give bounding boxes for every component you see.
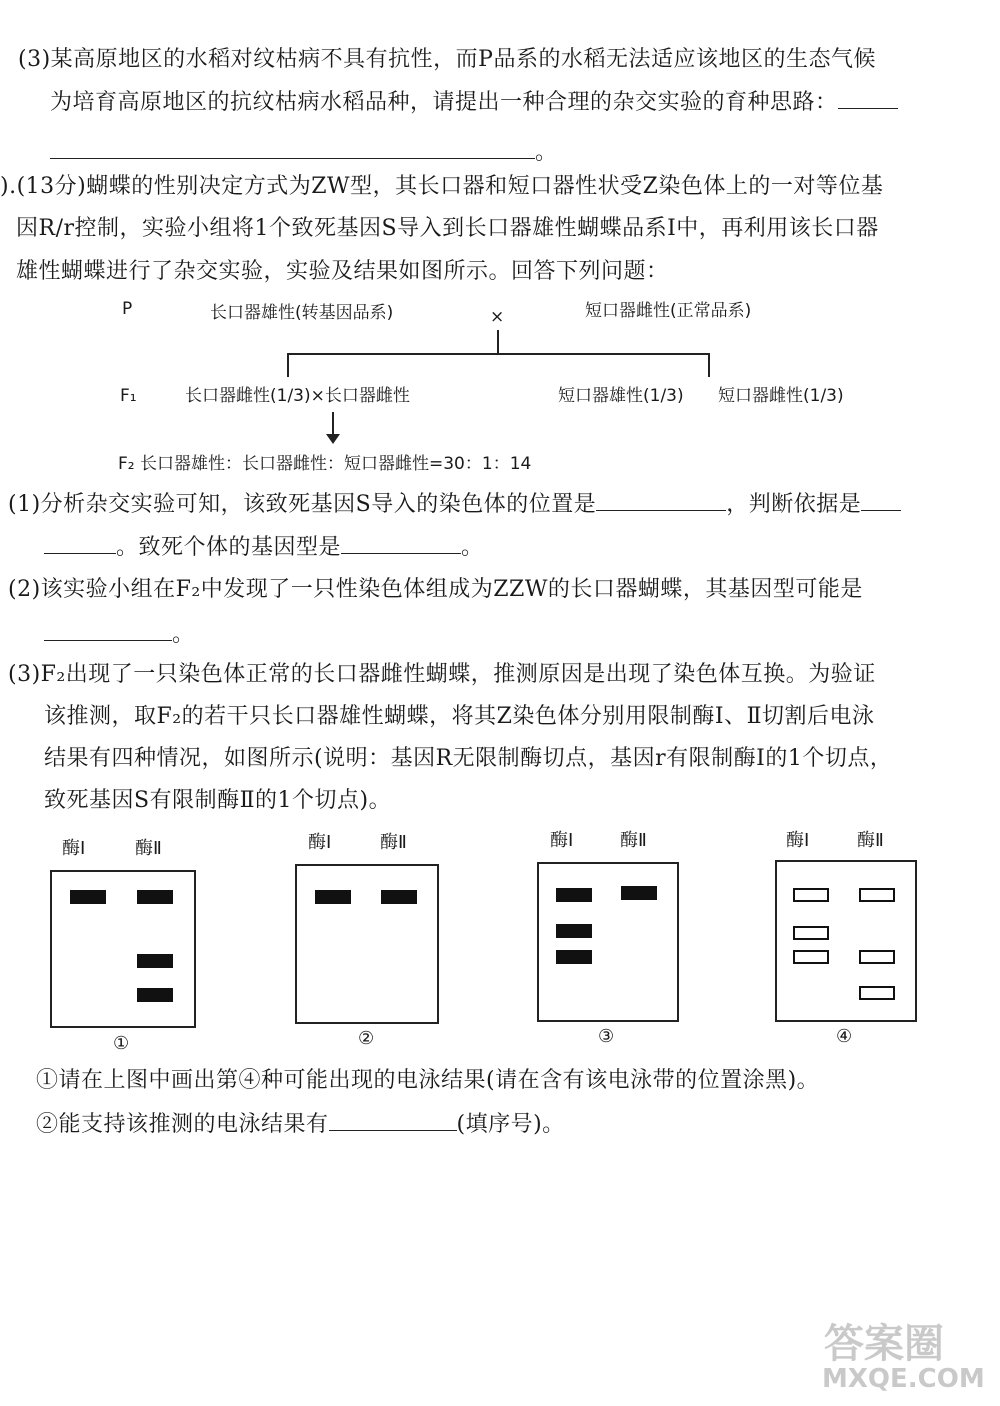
- f1-short-mouth-male: 短口器雄性(1/3): [558, 386, 684, 406]
- gel1-band: [137, 988, 173, 1002]
- sub2-line1: (2)该实验小组在F₂中发现了一只性染色体组成为ZZW的长口器蝴蝶，其基因型可能是: [8, 577, 863, 602]
- p-generation-label: P: [122, 299, 133, 319]
- sub1-text-a: (1)分析杂交实验可知，该致死基因S导入的染色体的位置是: [8, 492, 597, 517]
- f1-generation-label: F₁: [120, 386, 137, 406]
- prev-q3-line1: (3)某高原地区的水稻对纹枯病不具有抗性，而P品系的水稻无法适应该地区的生态气候: [18, 47, 876, 72]
- answer-blank-basis[interactable]: [861, 509, 901, 511]
- cross-branch-right: [708, 353, 710, 377]
- question-stem-line1: ).(13分)蝴蝶的性别决定方式为ZW型，其长口器和短口器性状受Z染色体上的一对等位基: [0, 174, 884, 199]
- f1-long-mouth-cross: 长口器雌性(1/3)×长口器雌性: [185, 386, 410, 406]
- gel1-band: [70, 890, 106, 904]
- question-stem-line2: 因R/r控制，实验小组将1个致死基因S导入到长口器雄性蝴蝶品系Ⅰ中，再利用该长口器: [16, 216, 879, 241]
- cross-stem-line: [497, 330, 499, 354]
- gel1-band: [137, 954, 173, 968]
- gel-1: [50, 870, 196, 1028]
- gel2-enzyme2-label: 酶Ⅱ: [380, 832, 407, 853]
- p-female-parent: 短口器雌性(正常品系): [585, 301, 752, 321]
- gel4-enzyme2-label: 酶Ⅱ: [857, 830, 884, 851]
- gel1-number: ①: [113, 1033, 130, 1054]
- answer-blank[interactable]: [838, 107, 898, 109]
- gel4-band-slot[interactable]: [793, 888, 829, 902]
- sub1-text-c: 。致死个体的基因型是: [116, 535, 342, 560]
- gel3-band: [556, 924, 592, 938]
- prev-q3-line3: [50, 138, 558, 168]
- gel2-number: ②: [358, 1028, 375, 1049]
- task-2: [36, 1110, 565, 1140]
- prev-q3-line2: [50, 88, 898, 118]
- sub1-line1: [8, 490, 901, 520]
- gel4-band-slot[interactable]: [793, 926, 829, 940]
- gel3-enzyme1-label: 酶Ⅰ: [550, 830, 574, 851]
- gel3-band: [556, 888, 592, 902]
- sub1-text-b: ，判断依据是: [726, 492, 862, 517]
- question-stem-line3: 雄性蝴蝶进行了杂交实验，实验及结果如图所示。回答下列问题：: [16, 259, 669, 284]
- answer-blank[interactable]: [50, 157, 535, 159]
- gel2-band: [381, 890, 417, 904]
- gel4-enzyme1-label: 酶Ⅰ: [786, 830, 810, 851]
- gel1-enzyme2-label: 酶Ⅱ: [135, 838, 162, 859]
- watermark-url: MXQE.COM: [822, 1364, 985, 1394]
- gel2-band: [315, 890, 351, 904]
- gel2-enzyme1-label: 酶Ⅰ: [308, 832, 332, 853]
- answer-blank-zzw-genotype[interactable]: [44, 639, 172, 641]
- task-2-text: ②能支持该推测的电泳结果有: [36, 1112, 329, 1137]
- gel4-band-slot[interactable]: [859, 986, 895, 1000]
- sub1-line2: [44, 533, 484, 563]
- gel-3: [537, 862, 679, 1022]
- cross-branch-left: [287, 353, 289, 377]
- gel-4: [775, 860, 917, 1022]
- task-1: ①请在上图中画出第④种可能出现的电泳结果(请在含有该电泳带的位置涂黑)。: [36, 1068, 820, 1093]
- gel4-band-slot[interactable]: [859, 888, 895, 902]
- gel3-number: ③: [598, 1026, 615, 1047]
- gel3-enzyme2-label: 酶Ⅱ: [620, 830, 647, 851]
- sub3-line4: 致死基因S有限制酶Ⅱ的1个切点)。: [44, 788, 392, 813]
- gel4-band-slot[interactable]: [793, 950, 829, 964]
- sub3-line1: (3)F₂出现了一只染色体正常的长口器雌性蝴蝶，推测原因是出现了染色体互换。为验证: [8, 662, 876, 687]
- period: 。: [535, 140, 558, 165]
- f1-short-mouth-female: 短口器雌性(1/3): [718, 386, 844, 406]
- cross-sign: ×: [490, 307, 505, 327]
- p-male-parent: 长口器雄性(转基因品系): [210, 303, 394, 323]
- sub3-line3: 结果有四种情况，如图所示(说明：基因R无限制酶切点，基因r有限制酶Ⅰ的1个切点，: [44, 746, 893, 771]
- gel-2: [295, 864, 439, 1024]
- cross-branch-line: [287, 353, 710, 355]
- period: 。: [461, 535, 484, 560]
- answer-blank-genotype[interactable]: [341, 552, 461, 554]
- gel4-number: ④: [836, 1026, 853, 1047]
- down-arrow-icon: [326, 434, 340, 444]
- gel3-band: [556, 950, 592, 964]
- prev-q3-line2-text: 为培育高原地区的抗纹枯病水稻品种，请提出一种合理的杂交实验的育种思路：: [50, 90, 838, 115]
- gel3-band: [621, 886, 657, 900]
- gel1-enzyme1-label: 酶Ⅰ: [62, 838, 86, 859]
- gel4-band-slot[interactable]: [859, 950, 895, 964]
- watermark-logo: 答案圈: [824, 1321, 944, 1367]
- task-2-suffix: (填序号)。: [456, 1112, 565, 1137]
- f2-ratio: F₂ 长口器雄性：长口器雌性：短口器雌性=30：1：14: [118, 454, 532, 474]
- sub2-line2: [44, 620, 195, 650]
- gel1-band: [137, 890, 173, 904]
- sub3-line2: 该推测，取F₂的若干只长口器雄性蝴蝶，将其Z染色体分别用限制酶Ⅰ、Ⅱ切割后电泳: [44, 704, 875, 729]
- answer-blank-basis-cont[interactable]: [44, 552, 116, 554]
- answer-blank-position[interactable]: [596, 509, 726, 511]
- period: 。: [172, 622, 195, 647]
- answer-blank-gel-numbers[interactable]: [329, 1129, 457, 1131]
